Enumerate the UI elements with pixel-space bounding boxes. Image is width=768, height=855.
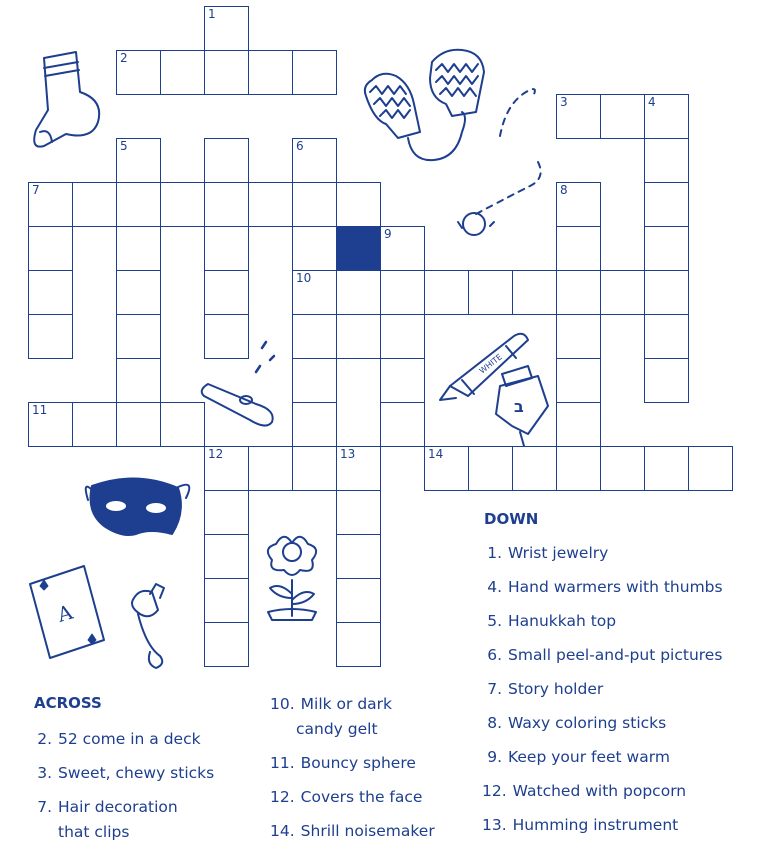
clue-number: 10 xyxy=(296,271,312,285)
clue-number: 11 xyxy=(32,403,48,417)
clue-item xyxy=(482,541,723,566)
clue-item-text: Covers the face xyxy=(300,788,423,806)
clue-item-text: Hanukkah top xyxy=(508,612,617,630)
clue-item-number: 14. xyxy=(270,822,295,840)
across-heading: ACROSS xyxy=(34,694,102,712)
mask-icon xyxy=(86,478,190,535)
flower-icon xyxy=(268,537,316,620)
clue-item-text: Wrist jewelry xyxy=(508,544,609,562)
clue-item-text: Milk or dark xyxy=(300,695,393,713)
clue-number: 14 xyxy=(428,447,444,461)
clue-item-text: Shrill noisemaker xyxy=(300,822,435,840)
clue-item-text: Keep your feet warm xyxy=(508,748,670,766)
clue-item-text: Watched with popcorn xyxy=(512,782,687,800)
clue-item xyxy=(482,575,723,600)
mittens-icon xyxy=(365,50,484,160)
clue-item-number: 6. xyxy=(487,646,502,664)
clue-item xyxy=(32,795,214,845)
clue-item xyxy=(482,711,723,736)
clue-number: 5 xyxy=(120,139,128,153)
clue-item-number: 10. xyxy=(270,695,295,713)
clue-item-number: 7. xyxy=(37,798,52,816)
clue-item-text: Small peel-and-put pictures xyxy=(508,646,723,664)
clue-item-text: Hand warmers with thumbs xyxy=(508,578,723,596)
clue-item-continuation: that clips xyxy=(58,823,130,841)
clue-item xyxy=(270,819,435,844)
clue-item-number: 4. xyxy=(487,578,502,596)
clue-item-number: 13. xyxy=(482,816,507,834)
clue-item xyxy=(482,779,723,804)
clue-number: 1 xyxy=(208,7,216,21)
across-clue-list-1 xyxy=(32,727,214,854)
clue-item-text: Hair decoration xyxy=(58,798,178,816)
clue-item-text: 52 come in a deck xyxy=(58,730,201,748)
clue-item xyxy=(482,609,723,634)
clue-item-number: 12. xyxy=(482,782,507,800)
clue-item-number: 2. xyxy=(37,730,52,748)
clue-number: 8 xyxy=(560,183,568,197)
sock-icon xyxy=(34,52,99,147)
whistle-icon xyxy=(132,584,164,668)
clue-number: 2 xyxy=(120,51,128,65)
clue-item xyxy=(482,643,723,668)
clue-item-text: Bouncy sphere xyxy=(300,754,416,772)
clue-item xyxy=(270,785,435,810)
dreidel-letter: ב xyxy=(514,397,524,416)
clue-item-number: 11. xyxy=(270,754,295,772)
clue-number: 9 xyxy=(384,227,392,241)
clue-item-continuation: candy gelt xyxy=(296,720,378,738)
crayon-label: WHITE xyxy=(477,352,504,376)
ball-icon xyxy=(458,89,541,235)
clue-number: 4 xyxy=(648,95,656,109)
down-heading: DOWN xyxy=(484,510,539,528)
clue-number: 12 xyxy=(208,447,224,461)
clue-number: 7 xyxy=(32,183,40,197)
clue-item-text: Waxy coloring sticks xyxy=(508,714,667,732)
clue-number: 13 xyxy=(340,447,356,461)
playing-card-letter: A xyxy=(54,599,76,627)
clue-item xyxy=(270,751,435,776)
clue-number: 3 xyxy=(560,95,568,109)
clue-item-text: Story holder xyxy=(508,680,604,698)
clue-item-number: 8. xyxy=(487,714,502,732)
clue-item xyxy=(482,745,723,770)
clue-item-number: 12. xyxy=(270,788,295,806)
clue-item-text: Sweet, chewy sticks xyxy=(58,764,215,782)
clue-item-number: 1. xyxy=(487,544,502,562)
clue-item-number: 3. xyxy=(37,764,52,782)
across-clue-list-2 xyxy=(270,692,435,853)
clue-item-number: 7. xyxy=(487,680,502,698)
clue-item xyxy=(270,692,435,742)
clue-item-number: 9. xyxy=(487,748,502,766)
clue-item xyxy=(482,813,723,838)
clue-number: 6 xyxy=(296,139,304,153)
clue-item-number: 5. xyxy=(487,612,502,630)
clue-item xyxy=(482,677,723,702)
clue-item xyxy=(32,761,214,786)
down-clue-list xyxy=(482,541,723,847)
clue-item xyxy=(32,727,214,752)
kazoo-icon xyxy=(202,342,274,426)
clue-item-text: Humming instrument xyxy=(512,816,679,834)
